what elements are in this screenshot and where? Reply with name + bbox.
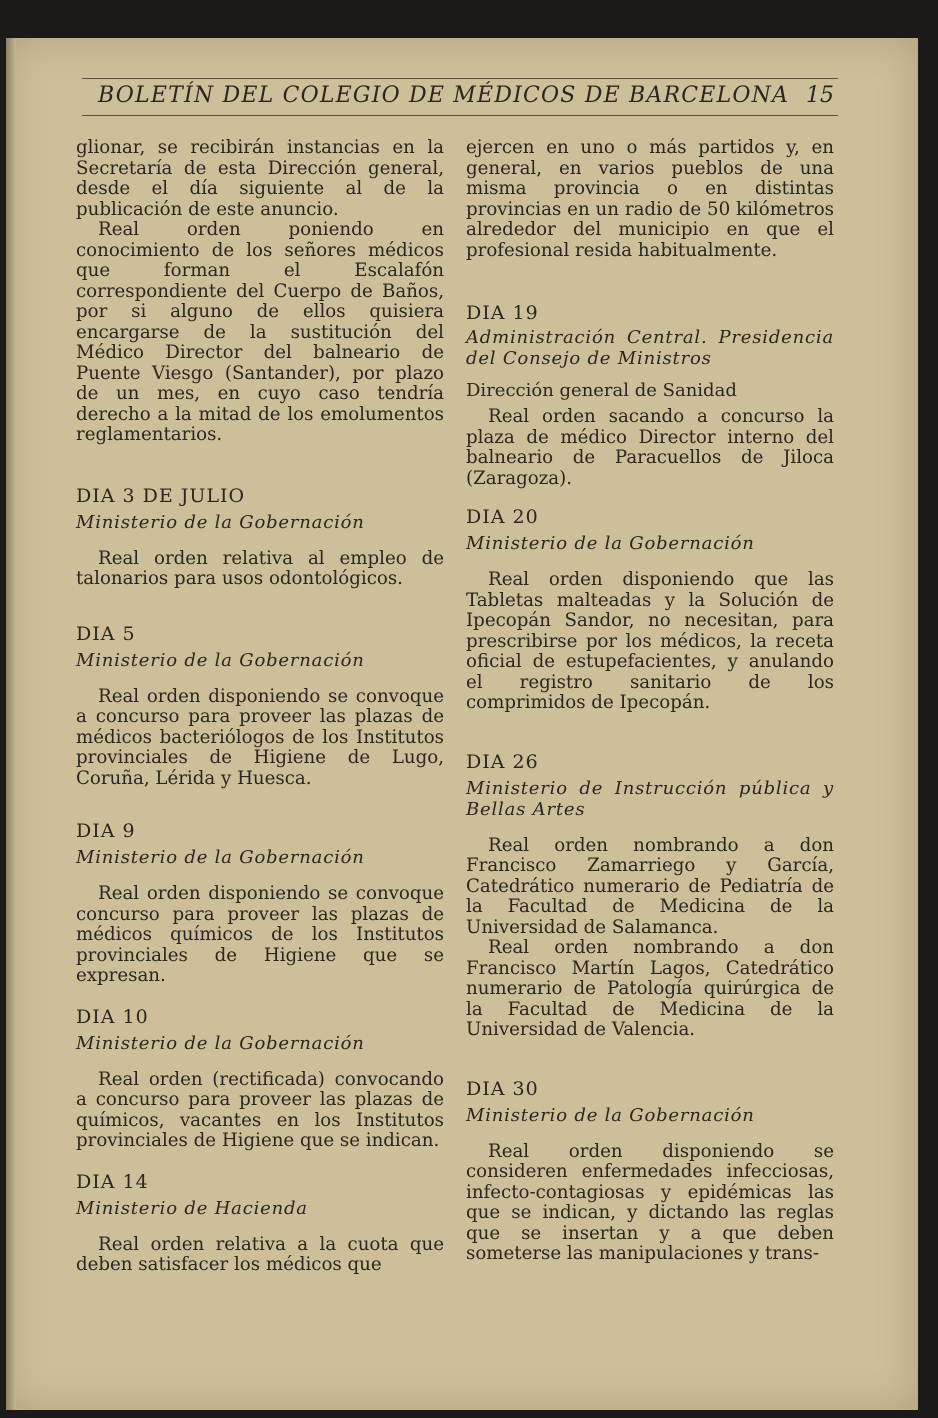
ministry-heading: Ministerio de la Gobernación <box>76 847 365 868</box>
day-heading: DIA 20 <box>466 506 539 528</box>
day-heading: DIA 5 <box>76 622 136 645</box>
ministry-heading: Ministerio de Hacienda <box>76 1197 308 1219</box>
paragraph: Real orden poniendo en conocimiento de los señores médicos que forman el Escalafón correspondiente del Cuerpo de Baños, por si alguno de ellos quisiera encargarse de la sustitución del Médico Director del balneario de Puente Viesgo (Santander), por plazo de un mes, en cuyo caso tendría derecho a la mitad de los emolumentos reglamentarios. <box>76 219 444 445</box>
ministry-heading: Administración Central. Presidencia del Consejo de Ministros <box>466 327 834 369</box>
paragraph: Real orden nombrando a don Francisco Martín Lagos, Catedrático numerario de Patología quirúrgica de la Facultad de Medicina de la Universidad de Valencia. <box>466 937 834 1040</box>
paragraph: ejercen en uno o más partidos y, en general, en varios pueblos de una misma provincia o en distintas provincias en un radio de 50 kilómetros alrededor del municipio en que el profesional resida habitualmente. <box>466 137 834 261</box>
day-heading: DIA 26 <box>466 750 539 773</box>
journal-title: BOLETÍN DEL COLEGIO DE MÉDICOS DE BARCELONA <box>98 83 790 108</box>
paragraph: Real orden disponiendo se convoque concurso para proveer las plazas de médicos químicos de los Institutos provinciales de Higiene que se expresan. <box>76 883 444 986</box>
day-heading: DIA 30 <box>466 1077 539 1100</box>
paragraph: Real orden relativa a la cuota que deben satisfacer los médicos que <box>76 1233 444 1275</box>
ministry-heading: Ministerio de la Gobernación <box>466 533 755 554</box>
paragraph: Real orden relativa al empleo de talonarios para usos odontológicos. <box>76 547 444 589</box>
day-heading: DIA 19 <box>466 302 539 324</box>
left-column <box>76 138 444 1276</box>
ministry-heading: Ministerio de la Gobernación <box>76 1032 365 1054</box>
paragraph: Real orden disponiendo que las Tabletas malteadas y la Solución de Ipecopán Sandor, no necesitan, para prescribirse por los médicos, la receta oficial de estupefacientes, y anulando el registro sanitario de los comprimidos de Ipecopán. <box>466 569 834 713</box>
paragraph: Real orden (rectificada) convocando a concurso para proveer las plazas de químicos, vacantes en los Institutos provinciales de Higiene que se indican. <box>76 1068 444 1151</box>
day-heading: DIA 9 <box>76 820 136 842</box>
ministry-heading: Ministerio de Instrucción pública y Bellas Artes <box>466 777 834 820</box>
page-binding-shadow <box>6 38 16 1410</box>
paragraph: glionar, se recibirán instancias en la Secretaría de esta Dirección general, desde el día siguiente al de la publicación de este anuncio. <box>76 137 444 220</box>
day-heading: DIA 14 <box>76 1170 149 1193</box>
running-header <box>82 78 838 116</box>
ministry-heading: Ministerio de la Gobernación <box>76 649 365 671</box>
day-heading: DIA 10 <box>76 1005 149 1028</box>
ministry-heading: Ministerio de la Gobernación <box>76 511 365 533</box>
paragraph: Real orden disponiendo se convoque a concurso para proveer las plazas de médicos bacteriólogos de los Institutos provinciales de Higiene de Lugo, Coruña, Lérida y Huesca. <box>76 685 444 789</box>
paragraph: Real orden disponiendo se consideren enfermedades infecciosas, infecto-contagiosas y epidémicas las que se indican, y dictando las reglas que se insertan y a que deben someterse las manipulaciones y trans- <box>466 1140 834 1264</box>
day-heading: DIA 3 DE JULIO <box>76 484 246 507</box>
paragraph: Real orden sacando a concurso la plaza de médico Director interno del balneario de Paracuellos de Jiloca (Zaragoza). <box>466 406 834 489</box>
page-number: 15 <box>806 83 834 108</box>
sub-heading: Dirección general de Sanidad <box>466 380 737 401</box>
paragraph: Real orden nombrando a don Francisco Zamarriego y García, Catedrático numerario de Pediatría de la Facultad de Medicina de la Universidad de Salamanca. <box>466 834 834 938</box>
ministry-heading: Ministerio de la Gobernación <box>466 1104 755 1126</box>
right-column <box>466 138 834 1265</box>
